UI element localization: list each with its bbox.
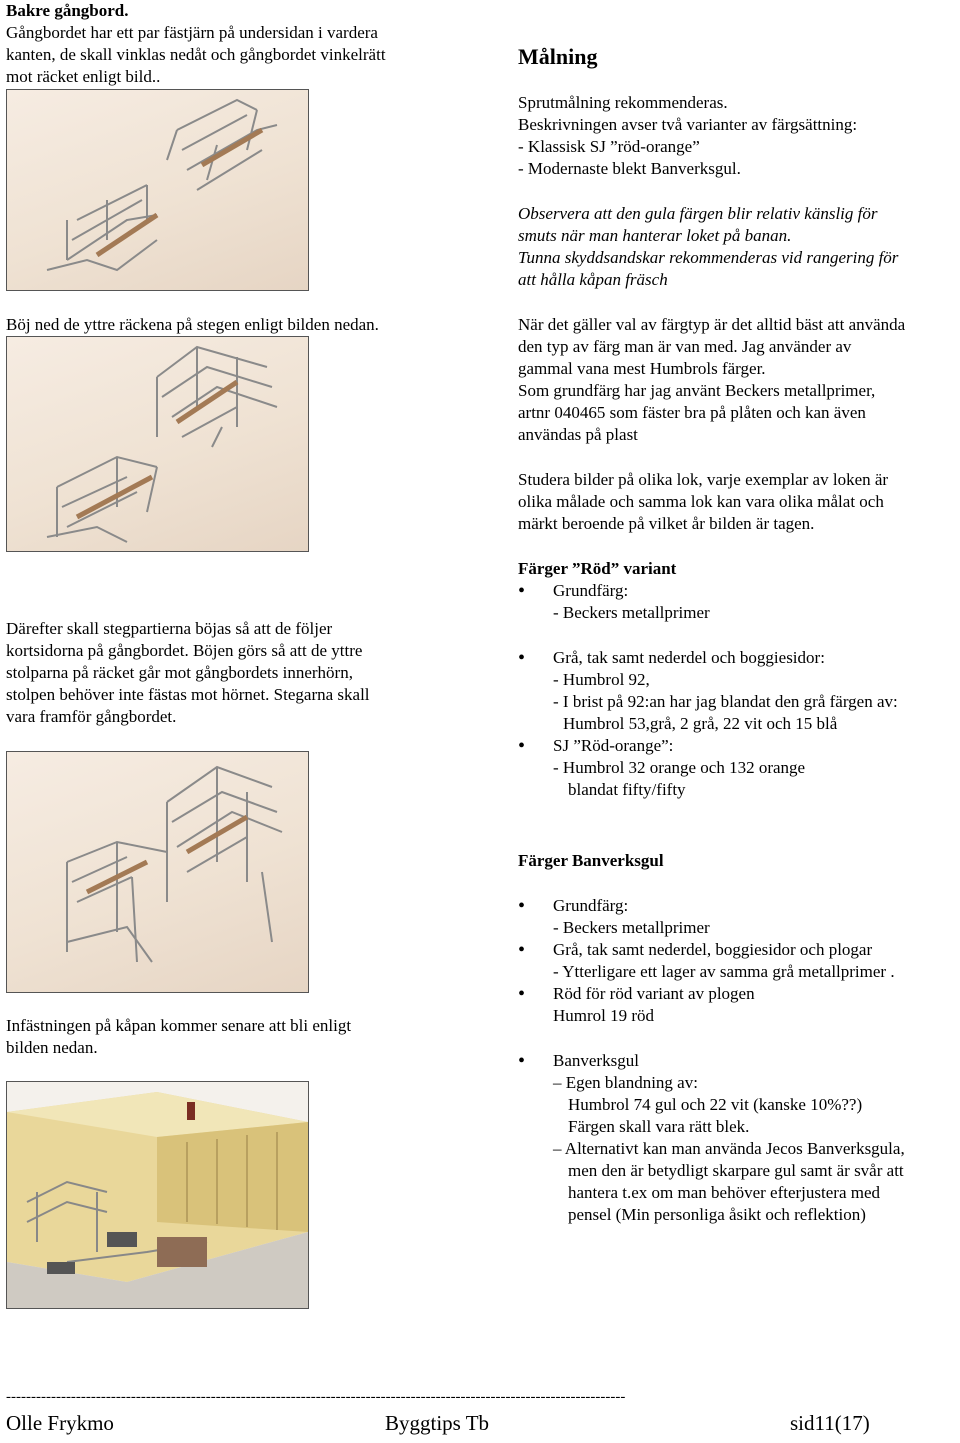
bullet-item: • Banverksgul: [518, 1050, 960, 1072]
text-line: märkt beroende på vilket år bilden är tagen.: [518, 514, 815, 533]
spacer: [518, 1027, 960, 1050]
bullet-sub: - Beckers metallprimer: [553, 918, 710, 937]
footer: [0, 1412, 960, 1440]
bullet-sub: Humbrol 53,grå, 2 grå, 22 vit och 15 blå: [563, 714, 838, 733]
right-note: [518, 203, 958, 291]
footer-dashes: ----------------------------------------------------------------------------------------------------------------------------: [6, 1389, 626, 1405]
bullet-sub: Humrol 19 röd: [553, 1006, 655, 1025]
railings-sketch: [7, 337, 308, 551]
text-line: gammal vana mest Humbrols färger.: [518, 359, 766, 378]
red-variant-heading: Färger ”Röd” variant: [518, 559, 677, 578]
bullet-sub: Färgen skall vara rätt blek.: [568, 1117, 750, 1136]
bullet-item: • Grå, tak samt nederdel och boggiesidor:: [518, 647, 958, 669]
left-paragraph-4: [6, 1015, 446, 1059]
text-line: Beskrivningen avser två varianter av färgsättning:: [518, 115, 858, 134]
photo-locomotive-hood: [6, 1081, 309, 1309]
text-line: stolparna på räcket går mot gångbordets innerhörn,: [6, 663, 353, 682]
right-study: [518, 469, 958, 535]
text-line: Infästningen på kåpan kommer senare att bli enligt: [6, 1016, 352, 1035]
bullet-sub: hantera t.ex om man behöver efterjustera med: [568, 1183, 881, 1202]
text-line: Tunna skyddsandskar rekommenderas vid rangering för: [518, 248, 899, 267]
text-line: användas på plast: [518, 425, 638, 444]
text-line: stolpen behöver inte fästas mot hörnet. Stegarna skall: [6, 685, 370, 704]
text-line: Böj ned de yttre räckena på stegen enligt bilden nedan.: [6, 315, 379, 334]
spacer: [518, 624, 958, 647]
bullet-item: • Grundfärg:: [518, 895, 960, 917]
text-line: att hålla kåpan fräsch: [518, 270, 668, 289]
photo-bent-steps: [6, 751, 309, 993]
right-paint-choice: [518, 314, 960, 446]
bullet-item: • Grå, tak samt nederdel, boggiesidor och plogar: [518, 939, 960, 961]
footer-author: Olle Frykmo: [6, 1411, 114, 1435]
bullet-sub: blandat fifty/fifty: [568, 780, 686, 799]
text-line: - Modernaste blekt Banverksgul.: [518, 159, 741, 178]
bullet-sub: Humbrol 74 gul och 22 vit (kanske 10%??): [568, 1095, 863, 1114]
bullet-sub: – Egen blandning av:: [553, 1073, 698, 1092]
left-paragraph-1: [6, 22, 446, 88]
text-line: kortsidorna på gångbordet. Böjen görs så att de yttre: [6, 641, 363, 660]
text-line: När det gäller val av färgtyp är det alltid bäst att använda: [518, 315, 906, 334]
bullet-sub: men den är betydligt skarpare gul samt är svår att: [568, 1161, 904, 1180]
section-heading: Bakre gångbord.: [6, 1, 129, 20]
yellow-variant-heading: Färger Banverksgul: [518, 851, 664, 870]
red-variant-section: [518, 558, 958, 801]
left-paragraph-2: [6, 314, 446, 336]
bullet-item: • Röd för röd variant av plogen: [518, 983, 960, 1005]
footer-title: Byggtips Tb: [385, 1411, 490, 1435]
text-line: Som grundfärg har jag använt Beckers metallprimer,: [518, 381, 876, 400]
left-heading: [6, 0, 129, 22]
footer-rule: [6, 1388, 956, 1406]
spacer: [518, 872, 960, 895]
photo-bent-railings: [6, 336, 309, 552]
text-line: Därefter skall stegpartierna böjas så att de följer: [6, 619, 333, 638]
text-line: Sprutmålning rekommenderas.: [518, 93, 728, 112]
text-line: olika målade och samma lok kan vara olika målat och: [518, 492, 884, 511]
section-title: Målning: [518, 44, 598, 69]
bullet-sub: – Alternativt kan man använda Jecos Banverksgula,: [553, 1139, 905, 1158]
text-line: - Klassisk SJ ”röd-orange”: [518, 137, 700, 156]
left-paragraph-3: [6, 618, 446, 728]
text-line: smuts när man hanterar loket på banan.: [518, 226, 792, 245]
text-line: bilden nedan.: [6, 1038, 98, 1057]
bullet-sub: - I brist på 92:an har jag blandat den grå färgen av:: [553, 692, 898, 711]
text-line: vara framför gångbordet.: [6, 707, 177, 726]
bullet-sub: - Humbrol 32 orange och 132 orange: [553, 758, 806, 777]
text-line: den typ av färg man är van med. Jag använder av: [518, 337, 852, 356]
bullet-item: • SJ ”Röd-orange”:: [518, 735, 958, 757]
bullet-sub: - Ytterligare ett lager av samma grå metallprimer .: [553, 962, 895, 981]
walkway-sketch: [7, 90, 308, 290]
yellow-variant-section: [518, 850, 960, 1226]
right-intro: [518, 92, 958, 180]
bullet-sub: - Beckers metallprimer: [553, 603, 710, 622]
bullet-item: • Grundfärg:: [518, 580, 958, 602]
locomotive-sketch: [7, 1082, 308, 1308]
bullet-sub: pensel (Min personliga åsikt och reflektion): [568, 1205, 866, 1224]
photo-walkway-brackets: [6, 89, 309, 291]
footer-page-number: sid11(17): [790, 1411, 870, 1435]
text-line: Gångbordet har ett par fästjärn på undersidan i vardera: [6, 23, 378, 42]
text-line: kanten, de skall vinklas nedåt och gångbordet vinkelrätt: [6, 45, 386, 64]
steps-sketch: [7, 752, 308, 992]
text-line: mot räcket enligt bild..: [6, 67, 161, 86]
text-line: artnr 040465 som fäster bra på plåten och kan även: [518, 403, 866, 422]
bullet-sub: - Humbrol 92,: [553, 670, 650, 689]
right-title: [518, 44, 597, 70]
text-line: Observera att den gula färgen blir relativ känslig för: [518, 204, 878, 223]
text-line: Studera bilder på olika lok, varje exemplar av loken är: [518, 470, 889, 489]
